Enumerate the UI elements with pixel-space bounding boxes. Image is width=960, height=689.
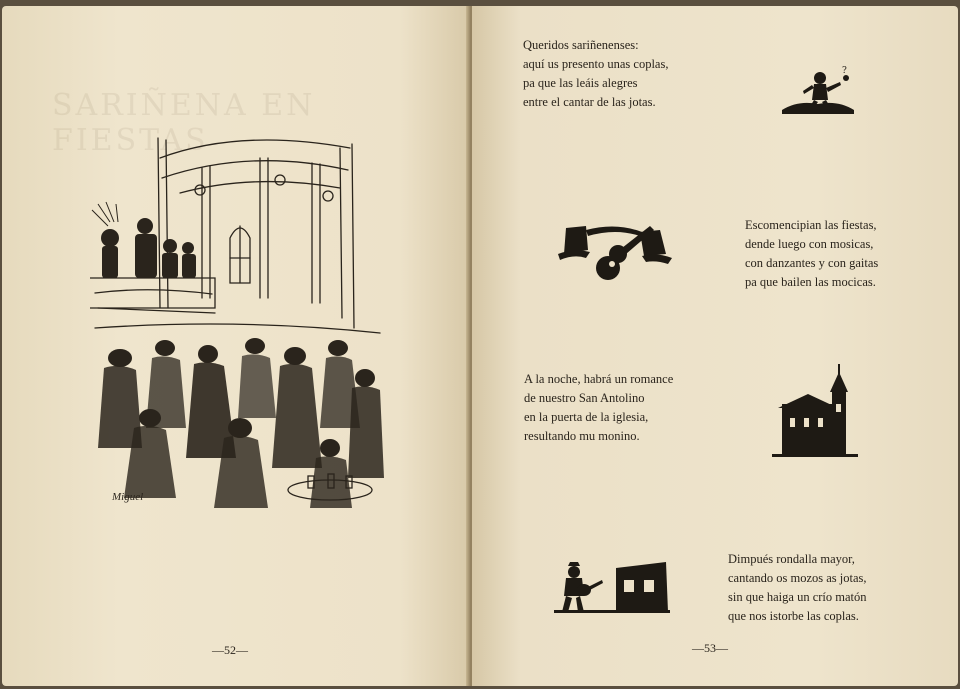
stanza-line: Escomencipian las fiestas, (745, 218, 877, 232)
stanza-line: pa que las leáis alegres (523, 76, 638, 90)
illustration-signature: Miguel (112, 491, 144, 503)
page-number-right: —53— (692, 641, 728, 655)
stanza-line: en la puerta de la iglesia, (524, 410, 649, 424)
stanza-3 (524, 370, 673, 446)
dancer-silhouette-icon (778, 64, 858, 116)
stanza-line: Dimpués rondalla mayor, (728, 552, 855, 566)
stanza-line: resultando mu monino. (524, 429, 640, 443)
stanza-line: dende luego con mosicas, (745, 237, 874, 251)
stanza-line: Queridos sariñenenses: (523, 38, 639, 52)
guitar-and-bells-silhouette-icon (556, 218, 674, 286)
right-page (472, 6, 958, 686)
stanza-line: aquí us presento unas coplas, (523, 57, 669, 71)
page-number-left: —52— (212, 643, 248, 657)
stanza-1 (523, 36, 668, 112)
stanza-line: de nuestro San Antolino (524, 391, 645, 405)
stanza-line: entre el cantar de las jotas. (523, 95, 656, 109)
stanza-line: pa que bailen las mocicas. (745, 275, 876, 289)
svg-text:?: ? (842, 66, 847, 76)
dance-hall-illustration-icon (90, 118, 386, 516)
stanza-line: con danzantes y con gaitas (745, 256, 879, 270)
stanza-line: sin que haiga un crío matón (728, 590, 867, 604)
bleed-through-text: SARIÑENA EN FIESTAS (52, 88, 316, 158)
stanza-2 (745, 216, 878, 292)
serenade-silhouette-icon (554, 560, 672, 616)
stanza-line: que nos istorbe las coplas. (728, 609, 859, 623)
stanza-line: A la noche, habrá un romance (524, 372, 674, 386)
stanza-4 (728, 550, 867, 626)
left-page (2, 6, 470, 686)
church-silhouette-icon (768, 364, 860, 460)
stanza-line: cantando os mozos as jotas, (728, 571, 867, 585)
